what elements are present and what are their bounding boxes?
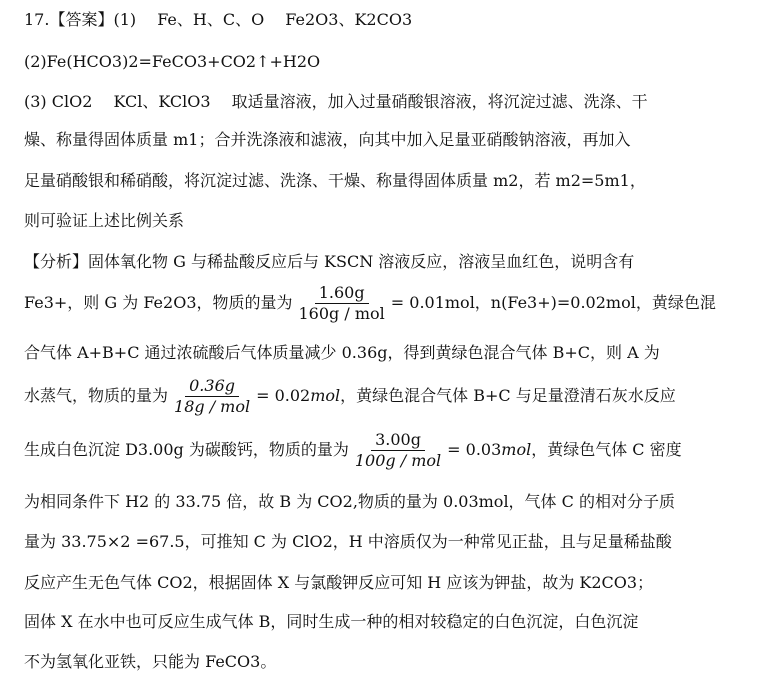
- fraction-water: [170, 377, 254, 416]
- analysis-line-4-value: = 0.02: [256, 386, 311, 405]
- analysis-line-2: [24, 284, 716, 323]
- analysis-line-1: 【分析】固体氧化物 G 与稀盐酸反应后与 KSCN 溶液反应，溶液呈血红色，说明含有: [24, 252, 635, 271]
- analysis-line-5-pre: 生成白色沉淀 D3.00g 为碳酸钙，物质的量为: [24, 440, 349, 459]
- analysis-line-4-post: ，黄绿色混合气体 B+C 与足量澄清石灰水反应: [340, 386, 676, 405]
- analysis-line-9: 固体 X 在水中也可反应生成气体 B，同时生成一种的相对较稳定的白色沉淀，白色沉淀: [24, 612, 639, 631]
- fraction-denominator: 160g / mol: [298, 304, 385, 323]
- answer-line-4: 燥、称量得固体质量 m1；合并洗涤液和滤液，向其中加入足量亚硝酸钠溶液，再加入: [24, 130, 631, 149]
- answer-line-6: 则可验证上述比例关系: [24, 211, 185, 230]
- analysis-line-5: [24, 431, 682, 470]
- fraction-denominator: 18g / mol: [174, 397, 251, 416]
- analysis-line-2-pre: Fe3+，则 G 为 Fe2O3，物质的量为: [24, 293, 293, 312]
- analysis-line-5-value: = 0.03: [447, 440, 502, 459]
- analysis-line-6: 为相同条件下 H2 的 33.75 倍，故 B 为 CO2,物质的量为 0.03mol，气体 C 的相对分子质: [24, 492, 675, 511]
- analysis-line-10: 不为氢氧化亚铁，只能为 FeCO3。: [24, 652, 277, 671]
- fraction-fe2o3: [295, 284, 389, 323]
- analysis-line-2-post: = 0.01mol，n(Fe3+)=0.02mol，黄绿色混: [390, 293, 716, 312]
- fraction-numerator: 3.00g: [371, 431, 425, 451]
- analysis-line-3: 合气体 A+B+C 通过浓硫酸后气体质量减少 0.36g，得到黄绿色混合气体 B+C，则 A 为: [24, 343, 660, 362]
- answer-line-5: 足量硝酸银和稀硝酸，将沉淀过滤、洗涤、干燥、称量得固体质量 m2，若 m2=5m1，: [24, 171, 646, 190]
- fraction-denominator: 100g / mol: [354, 451, 442, 470]
- analysis-line-7: 量为 33.75×2 =67.5，可推知 C 为 ClO2，H 中溶质仅为一种常见正盐，且与足量稀盐酸: [24, 532, 672, 551]
- analysis-line-4-pre: 水蒸气，物质的量为: [24, 386, 169, 405]
- analysis-line-8: 反应产生无色气体 CO2，根据固体 X 与氯酸钾反应可知 H 应该为钾盐，故为 K2CO3；: [24, 573, 654, 592]
- fraction-numerator: 1.60g: [315, 284, 369, 304]
- analysis-line-4: [24, 377, 676, 416]
- answer-line-2: (2)Fe(HCO3)2=FeCO3+CO2↑+H2O: [24, 52, 321, 71]
- analysis-line-4-unit: mol: [310, 386, 341, 405]
- fraction-numerator: 0.36g: [185, 377, 239, 397]
- answer-line-3: (3) ClO2 KCl、KClO3 取适量溶液，加入过量硝酸银溶液，将沉淀过滤、洗涤、干: [24, 92, 648, 111]
- answer-line-1: 17.【答案】(1) Fe、H、C、O Fe2O3、K2CO3: [24, 10, 413, 29]
- fraction-caco3: [351, 431, 445, 470]
- analysis-line-5-post: ，黄绿色气体 C 密度: [531, 440, 682, 459]
- analysis-line-5-unit: mol: [501, 440, 532, 459]
